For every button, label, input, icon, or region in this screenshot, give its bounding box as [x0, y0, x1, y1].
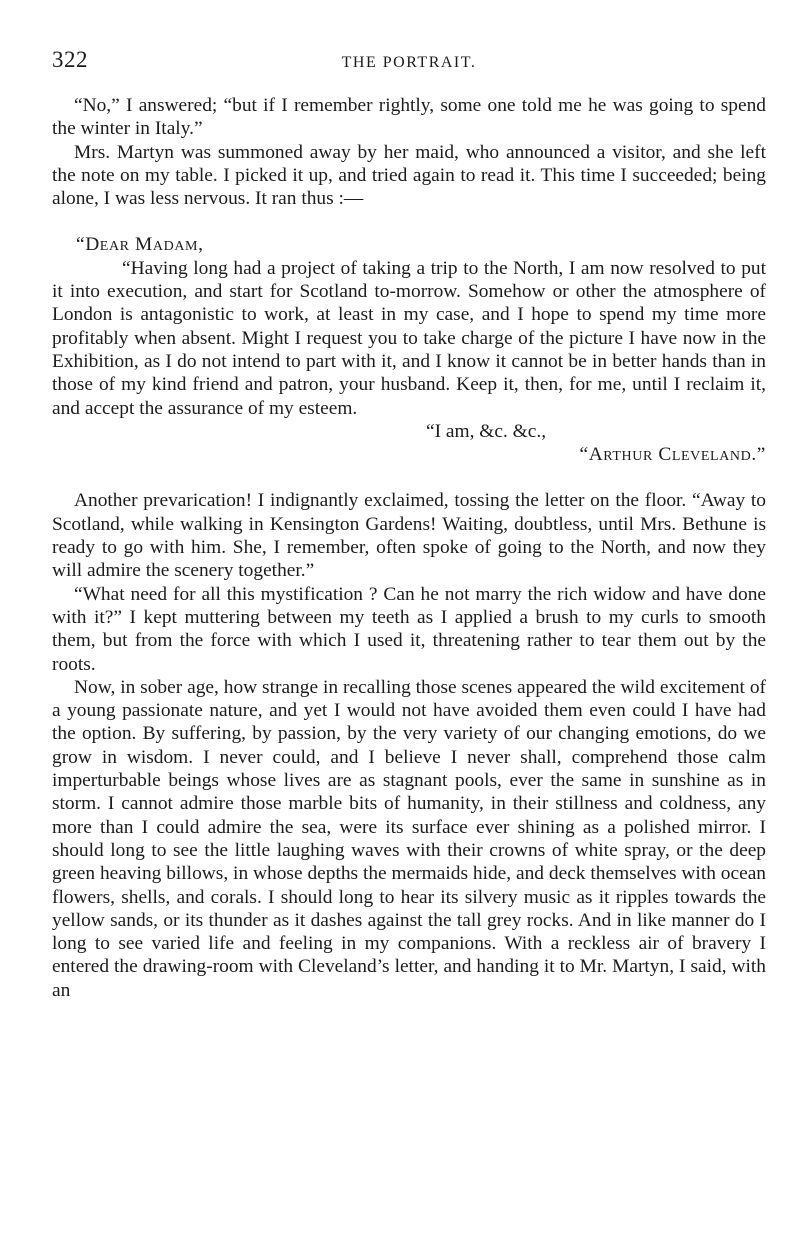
paragraph: Now, in sober age, how strange in recalling those scenes appeared the wild excitement of a young passionate nature, and yet I would not have avoided them even could I have had the option. By suffering, by passion, by the very variety of our changing emotions, do we grow in wisdom. I never could, and I believe I never shall, comprehend those calm imperturbable beings whose lives are as stagnant pools, ever the same in sunshine as in storm. I cannot admire those marble bits of humanity, in their stillness and coldness, any more than I could admire the sea, were its surface ever shining as a polished mirror. I should long to see the little laughing waves with their crowns of white spray, or the deep green heaving billows, in whose depths the mermaids hide, and deck themselves with ocean flowers, shells, and corals. I should long to hear its silvery music as it ripples towards the yellow sands, or its thunder as it dashes against the tall grey rocks. And in like manner do I long to see varied life and feeling in my companions. With a reckless air of bravery I entered the drawing-room with Cleveland’s letter, and handing it to Mr. Martyn, I said, with an: [52, 676, 766, 1001]
narrative-continuation: [52, 489, 766, 1002]
paragraph: “What need for all this mystification ? Can he not marry the rich widow and have done with it?” I kept muttering between my teeth as I applied a brush to my curls to smooth them, but from the force with which I used it, threatening rather to tear them out by the roots.: [52, 583, 766, 675]
letter-closing: “I am, &c. &c.,: [426, 420, 547, 442]
paragraph: “No,” I answered; “but if I remember rightly, some one told me he was going to spend the winter in Italy.”: [52, 95, 766, 140]
paragraph: Mrs. Martyn was summoned away by her maid, who announced a visitor, and she left the note on my table. I picked it up, and tried again to read it. This time I succeeded; being alone, I was less nervous. It ran thus :—: [52, 141, 766, 210]
letter-body: “Having long had a project of taking a trip to the North, I am now resolved to put it into execution, and start for Scotland to-morrow. Somehow or other the atmosphere of London is antagonistic to work, at least in my case, and I hope to spend my time more profitably when absent. Might I request you to take charge of the picture I have now in the Exhibition, as I do not intend to part with it, and I know it cannot be in better hands than in those of my kind friend and patron, your husband. Keep it, then, for me, until I reclaim it, and accept the assurance of my esteem.: [52, 257, 766, 419]
running-title: THE PORTRAIT.: [341, 54, 477, 71]
page-number: 322: [52, 47, 88, 72]
running-head: [52, 48, 766, 78]
book-page: [52, 48, 766, 1002]
letter-salutation: “Dear Madam,: [76, 234, 204, 256]
paragraph: Another prevarication! I indignantly exclaimed, tossing the letter on the floor. “Away to Scotland, while walking in Kensington Gardens! Waiting, doubtless, until Mrs. Bethune is ready to go with him. She, I remember, often spoke of going to the North, and now they will admire the scenery together.”: [52, 490, 766, 582]
letter-quote: [52, 233, 766, 466]
letter-signature: “Arthur Cleveland.”: [579, 444, 766, 466]
